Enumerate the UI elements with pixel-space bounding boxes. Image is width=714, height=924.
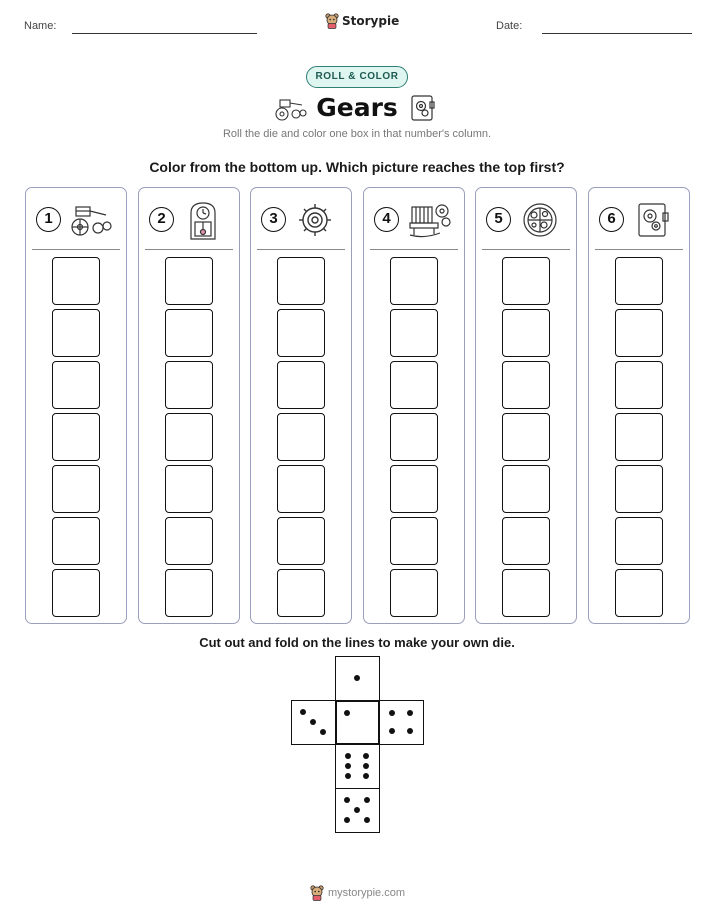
column-divider: [482, 249, 570, 250]
die-face-6: [335, 744, 380, 789]
pip: [354, 675, 360, 681]
color-box[interactable]: [502, 413, 550, 461]
gear-book-icon: [633, 201, 673, 239]
color-box[interactable]: [165, 413, 213, 461]
color-box[interactable]: [52, 257, 100, 305]
bear-mascot-icon: [310, 885, 324, 901]
column-header: [251, 188, 351, 250]
color-box[interactable]: [277, 465, 325, 513]
color-box[interactable]: [52, 309, 100, 357]
column-3: [250, 187, 352, 624]
color-box[interactable]: [615, 361, 663, 409]
grandfather-clock-icon: [183, 201, 227, 241]
column-divider: [370, 249, 458, 250]
rocking-chair-gears-icon: [408, 201, 452, 239]
gear-book-icon: [410, 94, 436, 122]
pip: [363, 753, 369, 759]
color-box[interactable]: [277, 569, 325, 617]
instruction: Color from the bottom up. Which picture reaches the top first?: [149, 159, 565, 175]
color-box[interactable]: [165, 569, 213, 617]
column-number: 1: [36, 207, 61, 232]
column-divider: [145, 249, 233, 250]
color-box[interactable]: [277, 413, 325, 461]
color-box[interactable]: [615, 257, 663, 305]
color-box[interactable]: [390, 413, 438, 461]
color-box[interactable]: [615, 465, 663, 513]
column-header: [26, 188, 126, 250]
color-box[interactable]: [277, 361, 325, 409]
pip: [320, 729, 326, 735]
color-box[interactable]: [52, 465, 100, 513]
pip: [345, 763, 351, 769]
color-box[interactable]: [390, 465, 438, 513]
pip: [354, 807, 360, 813]
color-box[interactable]: [390, 361, 438, 409]
color-box[interactable]: [615, 413, 663, 461]
color-box[interactable]: [502, 517, 550, 565]
column-number: 6: [599, 207, 624, 232]
page-title: Gears: [316, 93, 398, 122]
pip: [389, 710, 395, 716]
color-box[interactable]: [277, 257, 325, 305]
pip: [344, 797, 350, 803]
color-box[interactable]: [52, 569, 100, 617]
color-box[interactable]: [615, 517, 663, 565]
die-face-1-center: [335, 700, 380, 745]
column-header: [364, 188, 464, 250]
pip: [310, 719, 316, 725]
pip: [364, 797, 370, 803]
color-box[interactable]: [52, 413, 100, 461]
pip: [345, 753, 351, 759]
die-face-1: [335, 656, 380, 701]
brand-logo: [325, 13, 399, 29]
color-box[interactable]: [390, 257, 438, 305]
gear-cart-icon: [70, 201, 114, 237]
color-box[interactable]: [277, 309, 325, 357]
bear-mascot-icon: [325, 13, 339, 29]
pip: [345, 773, 351, 779]
pip: [344, 817, 350, 823]
column-header: [476, 188, 576, 250]
color-box[interactable]: [165, 257, 213, 305]
color-box[interactable]: [52, 517, 100, 565]
column-number: 4: [374, 207, 399, 232]
column-2: [138, 187, 240, 624]
color-box[interactable]: [502, 361, 550, 409]
color-box[interactable]: [390, 569, 438, 617]
color-box[interactable]: [502, 569, 550, 617]
pip: [363, 763, 369, 769]
color-box[interactable]: [52, 361, 100, 409]
brand-name: Storypie: [342, 14, 400, 28]
footer-url[interactable]: mystorypie.com: [328, 887, 406, 899]
date-field-line[interactable]: [542, 33, 692, 34]
pip: [300, 709, 306, 715]
column-1: [25, 187, 127, 624]
pip: [364, 817, 370, 823]
color-box[interactable]: [165, 465, 213, 513]
pip: [407, 710, 413, 716]
gear-icon: [295, 201, 335, 239]
color-box[interactable]: [390, 517, 438, 565]
color-box[interactable]: [390, 309, 438, 357]
color-box[interactable]: [165, 309, 213, 357]
pip: [363, 773, 369, 779]
column-header: [139, 188, 239, 250]
column-divider: [32, 249, 120, 250]
color-box[interactable]: [502, 257, 550, 305]
die-face-5: [335, 788, 380, 833]
die-face-3: [291, 700, 336, 745]
column-divider: [257, 249, 345, 250]
pip: [389, 728, 395, 734]
pizza-gear-icon: [520, 201, 560, 239]
roll-and-color-badge: ROLL & COLOR: [306, 66, 408, 88]
color-box[interactable]: [165, 361, 213, 409]
pip: [344, 710, 350, 716]
color-box[interactable]: [615, 309, 663, 357]
color-box[interactable]: [502, 309, 550, 357]
name-label: Name:: [24, 20, 57, 32]
column-6: [588, 187, 690, 624]
subtitle: Roll the die and color one box in that number's column.: [222, 128, 492, 140]
column-number: 3: [261, 207, 286, 232]
pip: [407, 728, 413, 734]
footer: [310, 885, 405, 901]
die-face-4: [379, 700, 424, 745]
color-box[interactable]: [277, 517, 325, 565]
column-4: [363, 187, 465, 624]
name-field-line[interactable]: [72, 33, 257, 34]
title-row: [0, 93, 714, 125]
column-number: 5: [486, 207, 511, 232]
color-box[interactable]: [615, 569, 663, 617]
color-box[interactable]: [165, 517, 213, 565]
date-label: Date:: [496, 20, 523, 32]
die-instructions: Cut out and fold on the lines to make your own die.: [199, 635, 515, 650]
column-header: [589, 188, 689, 250]
column-5: [475, 187, 577, 624]
column-divider: [595, 249, 683, 250]
column-number: 2: [149, 207, 174, 232]
color-box[interactable]: [502, 465, 550, 513]
